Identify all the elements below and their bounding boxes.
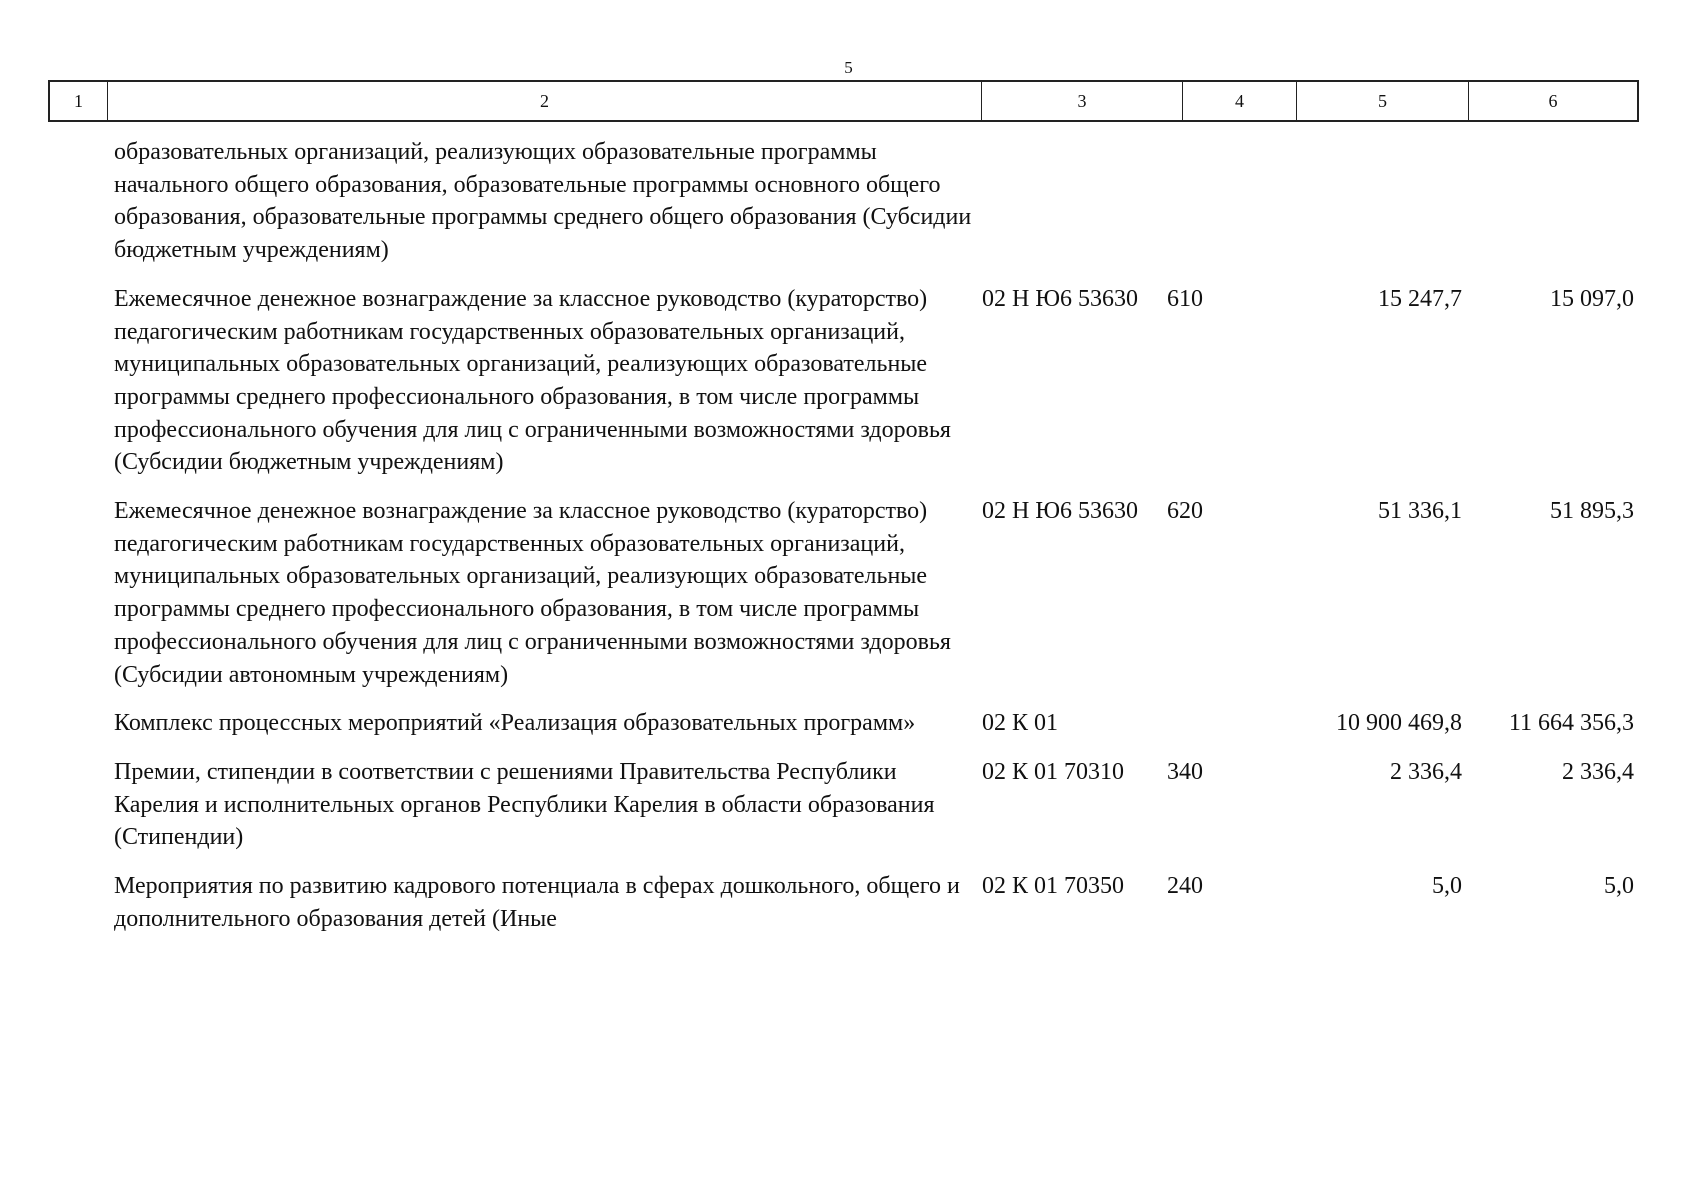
row-expense-type: 620 [1167, 498, 1203, 525]
row-description: Мероприятия по развитию кадрового потенциала в сферах дошкольного, общего и дополнительного образования детей (Иные [114, 873, 960, 932]
row-description: Премии, стипендии в соответствии с решениями Правительства Республики Карелия и исполнительных органов Республики Карелия в области образования (Стипендии) [114, 758, 935, 851]
row-expense-type: 340 [1167, 758, 1203, 785]
row-amount-col6: 2 336,4 [1562, 758, 1634, 785]
row-amount-col5 [1287, 136, 1462, 267]
row-target-code: 02 Н Ю6 53630 [982, 285, 1138, 312]
row-amount-col5: 10 900 469,8 [1336, 710, 1462, 737]
table-row [114, 495, 1637, 691]
column-number-5: 5 [1297, 82, 1469, 120]
row-amount-col5: 15 247,7 [1378, 285, 1462, 312]
row-amount-col5: 51 336,1 [1378, 498, 1462, 525]
row-target-code: 02 К 01 [982, 710, 1059, 737]
row-amount-col6 [1462, 136, 1634, 267]
column-number-1: 1 [50, 82, 108, 120]
row-target-code [982, 136, 1167, 267]
row-amount-col6: 51 895,3 [1550, 498, 1634, 525]
page-number: 5 [844, 58, 853, 77]
row-amount-col6: 15 097,0 [1550, 285, 1634, 312]
row-description: Ежемесячное денежное вознаграждение за классное руководство (кураторство) педагогическим работникам государственных образовательных организаций, муниципальных образовательных организаций, реализующих образовательные программы среднего профессионального образования, в том числе программы профессионального обучения для лиц с ограниченными возможностями здоровья (Субсидии автономным учреждениям) [114, 498, 951, 688]
table-body [114, 136, 1637, 951]
column-number-4: 4 [1183, 82, 1297, 120]
row-expense-type [1167, 707, 1287, 740]
row-expense-type: 610 [1167, 285, 1203, 312]
row-amount-col6: 11 664 356,3 [1508, 710, 1634, 737]
table-column-header [48, 80, 1639, 122]
table-row [114, 707, 1637, 740]
table-row [114, 756, 1637, 854]
table-row [114, 283, 1637, 479]
row-amount-col5: 2 336,4 [1390, 758, 1462, 785]
row-expense-type: 240 [1167, 873, 1203, 900]
table-row [114, 136, 1637, 267]
row-amount-col6: 5,0 [1604, 873, 1634, 900]
row-description: Комплекс процессных мероприятий «Реализация образовательных программ» [114, 710, 916, 737]
column-number-3: 3 [982, 82, 1183, 120]
column-number-6: 6 [1548, 90, 1558, 111]
row-target-code: 02 Н Ю6 53630 [982, 498, 1138, 525]
row-expense-type [1167, 136, 1287, 267]
row-description: образовательных организаций, реализующих образовательные программы начального общего образования, образовательные программы основного общего образования, образовательные программы среднего общего образования (Субсидии бюджетным учреждениям) [114, 139, 972, 264]
row-target-code: 02 К 01 70310 [982, 758, 1125, 785]
row-target-code: 02 К 01 70350 [982, 873, 1125, 900]
row-amount-col5: 5,0 [1432, 873, 1462, 900]
row-description: Ежемесячное денежное вознаграждение за классное руководство (кураторство) педагогическим работникам государственных образовательных организаций, муниципальных образовательных организаций, реализующих образовательные программы среднего профессионального образования, в том числе программы профессионального обучения для лиц с ограниченными возможностями здоровья (Субсидии бюджетным учреждениям) [114, 285, 951, 476]
column-number-2: 2 [108, 82, 982, 120]
table-row [114, 870, 1637, 935]
